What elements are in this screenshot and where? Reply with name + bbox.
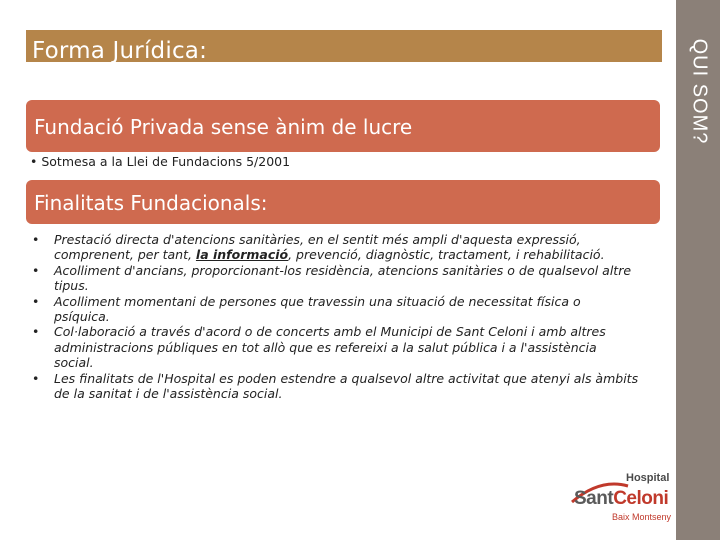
list-item-text: Prestació directa d'atencions sanitàries, en el sentit més ampli d'aquesta expressió, comprenent, per tant, <box>54 232 581 263</box>
list-item-text: Col·laboració a través d'acord o de concerts amb el Municipi de Sant Celoni i amb altres administracions públiques en tot allò que es refereixi a la salut pública i a l'assistència social. <box>54 324 606 371</box>
logo-subtitle: Baix Montseny <box>612 512 672 522</box>
list-item <box>32 232 640 263</box>
list-item-text: Acolliment momentani de persones que travessin una situació de necessitat física o psíquica. <box>54 293 581 325</box>
bullet: • <box>32 324 40 340</box>
side-label-container <box>684 36 714 146</box>
list-item-text: Acolliment d'ancians, proporcionant-los residència, atencions sanitàries o de qualsevol altre tipus. <box>54 262 632 294</box>
bullet: • <box>32 370 40 386</box>
page-title: Forma Jurídica: <box>32 38 208 64</box>
list-item <box>32 371 640 402</box>
bullet: • <box>32 262 40 278</box>
purposes-list <box>32 232 640 401</box>
bullet: • <box>32 232 40 247</box>
legal-note: • Sotmesa a la Llei de Fundacions 5/2001 <box>30 154 291 169</box>
bullet: • <box>32 293 40 309</box>
section-heading-text: Finalitats Fundacionals: <box>34 191 268 215</box>
list-item-text: , prevenció, diagnòstic, tractament, i rehabilitació. <box>288 247 605 263</box>
side-label: QUI SOM? <box>688 38 711 144</box>
list-item <box>32 324 640 370</box>
logo-name-part1: Sant <box>574 488 614 509</box>
logo-name <box>574 488 668 510</box>
info-link[interactable]: la informació <box>195 247 289 263</box>
section-heading-purposes <box>26 180 660 224</box>
list-item <box>32 263 640 294</box>
logo-hospital-text: Hospital <box>626 472 670 484</box>
section-heading-text: Fundació Privada sense ànim de lucre <box>34 115 413 139</box>
list-item-text: Les finalitats de l'Hospital es poden estendre a qualsevol altre activitat que atenyi als àmbits de la sanitat i de l'assistència social. <box>54 370 639 402</box>
section-heading-legal-form <box>26 100 660 152</box>
list-item <box>32 294 640 325</box>
logo-name-part2: Celoni <box>613 488 669 509</box>
